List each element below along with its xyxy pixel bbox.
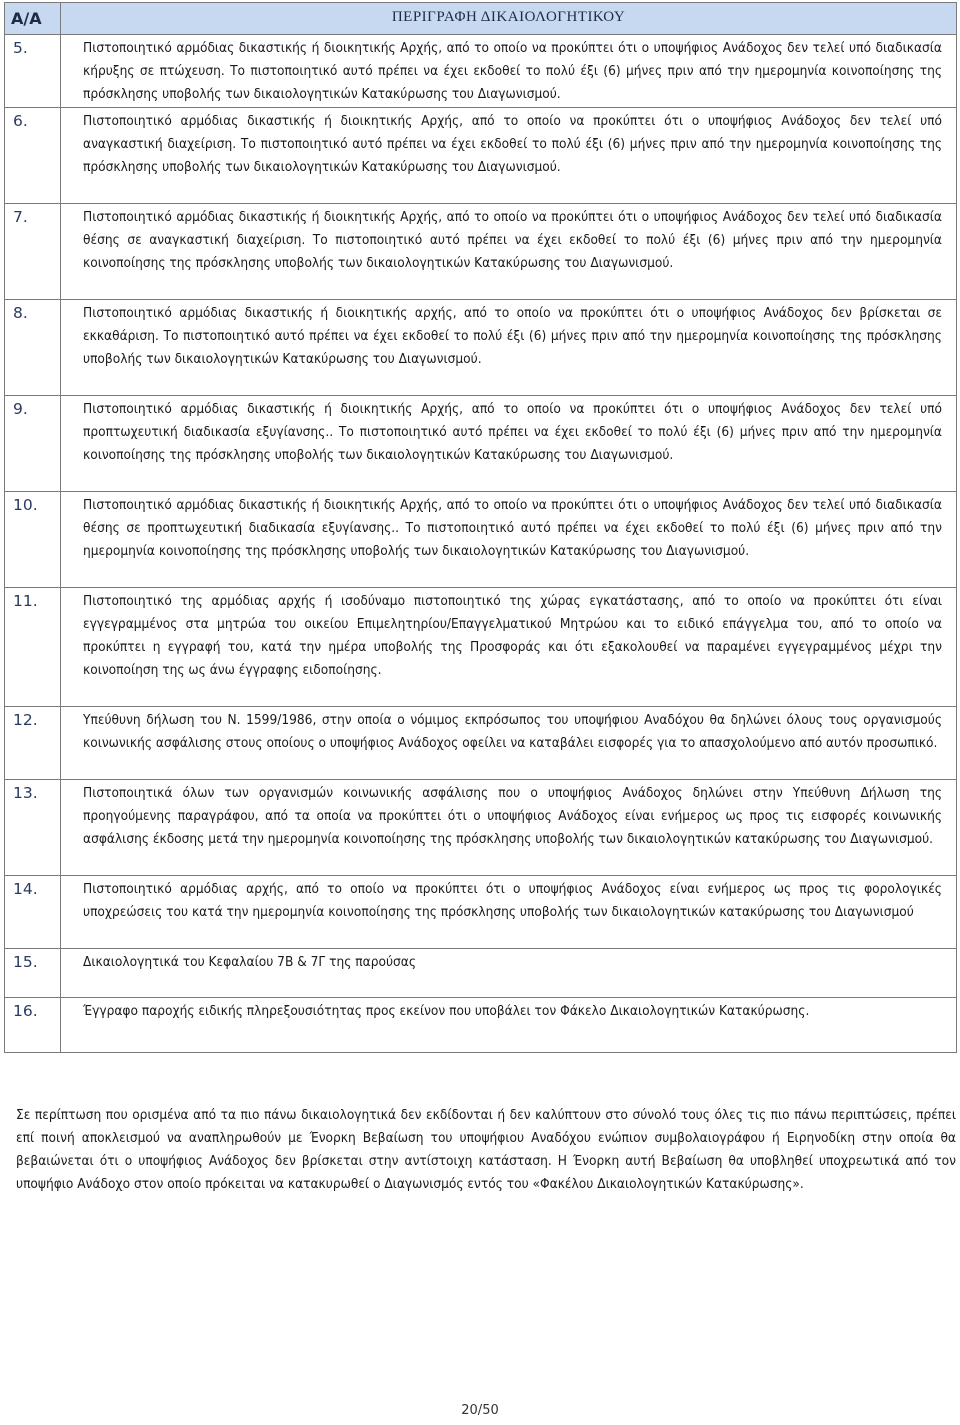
table-row <box>5 492 957 588</box>
row-description: Πιστοποιητικό αρμόδιας αρχής, από το οποίο να προκύπτει ότι ο υποψήφιος Ανάδοχος είναι ενήμερος ως προς τις φορολογικές υποχρεώσεις του κατά την ημερομηνία κοινοποίησης της πρόσκλησης υποβολής των δικαιολογητικών κατακύρωσης του Διαγωνισμού <box>61 876 957 949</box>
requirements-table <box>4 2 957 1053</box>
page-number: 20/50 <box>461 1403 499 1418</box>
row-number: 8. <box>5 300 61 396</box>
row-number: 16. <box>5 998 61 1053</box>
table-header-row <box>5 3 957 35</box>
table-row <box>5 396 957 492</box>
table-row <box>5 300 957 396</box>
table-row <box>5 998 957 1053</box>
table-row <box>5 204 957 300</box>
row-description: Έγγραφο παροχής ειδικής πληρεξουσιότητας προς εκείνον που υποβάλει τον Φάκελο Δικαιολογητικών Κατακύρωσης. <box>61 998 957 1053</box>
column-header-number: Α/Α <box>5 3 61 35</box>
table-row <box>5 707 957 780</box>
row-description: Πιστοποιητικό αρμόδιας δικαστικής ή διοικητικής Αρχής, από το οποίο να προκύπτει ότι ο υποψήφιος Ανάδοχος δεν τελεί υπό αναγκαστική διαχείριση. Το πιστοποιητικό αυτό πρέπει να έχει εκδοθεί το πολύ έξι (6) μήνες πριν από την ημερομηνία κοινοποίησης της πρόσκλησης υποβολής των δικαιολογητικών Κατακύρωσης του Διαγωνισμού. <box>61 108 957 204</box>
row-description: Πιστοποιητικό αρμόδιας δικαστικής ή διοικητικής Αρχής, από το οποίο να προκύπτει ότι ο υποψήφιος Ανάδοχος δεν τελεί υπό διαδικασία θέσης σε αναγκαστική διαχείριση. Το πιστοποιητικό αυτό πρέπει να έχει εκδοθεί το πολύ έξι (6) μήνες πριν από την ημερομηνία κοινοποίησης της πρόσκλησης υποβολής των δικαιολογητικών Κατακύρωσης του Διαγωνισμού. <box>61 204 957 300</box>
row-description: Υπεύθυνη δήλωση του Ν. 1599/1986, στην οποία ο νόμιμος εκπρόσωπος του υποψήφιου Αναδόχου θα δηλώνει όλους τους οργανισμούς κοινωνικής ασφάλισης στους οποίους ο υποψήφιος Ανάδοχος οφείλει να καταβάλει εισφορές για το απασχολούμενο από αυτόν προσωπικό. <box>61 707 957 780</box>
row-number: 6. <box>5 108 61 204</box>
row-description: Πιστοποιητικό αρμόδιας δικαστικής ή διοικητικής Αρχής, από το οποίο να προκύπτει ότι ο υποψήφιος Ανάδοχος δεν τελεί υπό διαδικασία κήρυξης σε πτώχευση. Το πιστοποιητικό αυτό πρέπει να έχει εκδοθεί το πολύ έξι (6) μήνες πριν από την ημερομηνία κοινοποίησης της πρόσκλησης υποβολής των δικαιολογητικών Κατακύρωσης του Διαγωνισμού. <box>61 35 957 108</box>
table-row <box>5 949 957 998</box>
column-header-description: ΠΕΡΙΓΡΑΦΗ ΔΙΚΑΙΟΛΟΓΗΤΙΚΟΥ <box>61 3 957 35</box>
row-number: 11. <box>5 588 61 707</box>
row-number: 5. <box>5 35 61 108</box>
row-description: Πιστοποιητικό αρμόδιας δικαστικής ή διοικητικής αρχής, από το οποίο να προκύπτει ότι ο υποψήφιος Ανάδοχος δεν βρίσκεται σε εκκαθάριση. Το πιστοποιητικό αυτό πρέπει να έχει εκδοθεί το πολύ έξι (6) μήνες πριν από την ημερομηνία κοινοποίησης της πρόσκλησης υποβολής των δικαιολογητικών Κατακύρωσης του Διαγωνισμού. <box>61 300 957 396</box>
table-row <box>5 588 957 707</box>
row-description: Πιστοποιητικό αρμόδιας δικαστικής ή διοικητικής Αρχής, από το οποίο να προκύπτει ότι ο υποψήφιος Ανάδοχος δεν τελεί υπό διαδικασία θέσης σε προπτωχευτική διαδικασία εξυγίανσης.. Το πιστοποιητικό αυτό πρέπει να έχει εκδοθεί το πολύ έξι (6) μήνες πριν από την ημερομηνία κοινοποίησης της πρόσκλησης υποβολής των δικαιολογητικών Κατακύρωσης του Διαγωνισμού. <box>61 492 957 588</box>
row-description: Πιστοποιητικό της αρμόδιας αρχής ή ισοδύναμο πιστοποιητικό της χώρας εγκατάστασης, από το οποίο να προκύπτει ότι είναι εγγεγραμμένος στα μητρώα του οικείου Επιμελητηρίου/Επαγγελματικού Μητρώου και το ειδικό επάγγελμα του, από το οποίο να προκύπτει η εγγραφή του, κατά την ημέρα υποβολής της Προσφοράς και ότι εξακολουθεί να παραμένει εγγεγραμμένος μέχρι την κοινοποίηση της ως άνω έγγραφης ειδοποίησης. <box>61 588 957 707</box>
row-description: Πιστοποιητικά όλων των οργανισμών κοινωνικής ασφάλισης που ο υποψήφιος Ανάδοχος δηλώνει στην Υπεύθυνη Δήλωση της προηγούμενης παραγράφου, από τα οποία να προκύπτει ότι ο υποψήφιος Ανάδοχος είναι ενήμερος ως προς τις εισφορές κοινωνικής ασφάλισης έκδοσης μετά την ημερομηνία κοινοποίησης της πρόσκλησης υποβολής των δικαιολογητικών κατακύρωσης του Διαγωνισμού. <box>61 780 957 876</box>
row-number: 10. <box>5 492 61 588</box>
substitute-affidavit-note: Σε περίπτωση που ορισμένα από τα πιο πάνω δικαιολογητικά δεν εκδίδονται ή δεν καλύπτουν στο σύνολό τους όλες τις πιο πάνω περιπτώσεις, πρέπει επί ποινή αποκλεισμού να αναπληρωθούν με Ένορκη Βεβαίωση του υποψήφιου Αναδόχου ενώπιον συμβολαιογράφου ή Ειρηνοδίκη στην οποία θα βεβαιώνεται ότι ο υποψήφιος Ανάδοχος δεν βρίσκεται στην αντίστοιχη κατάσταση. Η Ένορκη αυτή Βεβαίωση θα υποβληθεί υποχρεωτικά από τον υποψήφιο Ανάδοχο στον οποίο πρόκειται να κατακυρωθεί ο Διαγωνισμός εντός του «Φακέλου Δικαιολογητικών Κατακύρωσης». <box>16 1106 956 1193</box>
row-description: Πιστοποιητικό αρμόδιας δικαστικής ή διοικητικής Αρχής, από το οποίο να προκύπτει ότι ο υποψήφιος Ανάδοχος δεν τελεί υπό προπτωχευτική διαδικασία εξυγίανσης.. Το πιστοποιητικό αυτό πρέπει να έχει εκδοθεί το πολύ έξι (6) μήνες πριν από την ημερομηνία κοινοποίησης της πρόσκλησης υποβολής των δικαιολογητικών Κατακύρωσης του Διαγωνισμού. <box>61 396 957 492</box>
row-number: 14. <box>5 876 61 949</box>
row-number: 15. <box>5 949 61 998</box>
table-row <box>5 876 957 949</box>
table-row <box>5 780 957 876</box>
table-row <box>5 35 957 108</box>
row-number: 7. <box>5 204 61 300</box>
row-number: 9. <box>5 396 61 492</box>
row-description: Δικαιολογητικά του Κεφαλαίου 7Β & 7Γ της παρούσας <box>61 949 957 998</box>
row-number: 13. <box>5 780 61 876</box>
row-number: 12. <box>5 707 61 780</box>
table-row <box>5 108 957 204</box>
